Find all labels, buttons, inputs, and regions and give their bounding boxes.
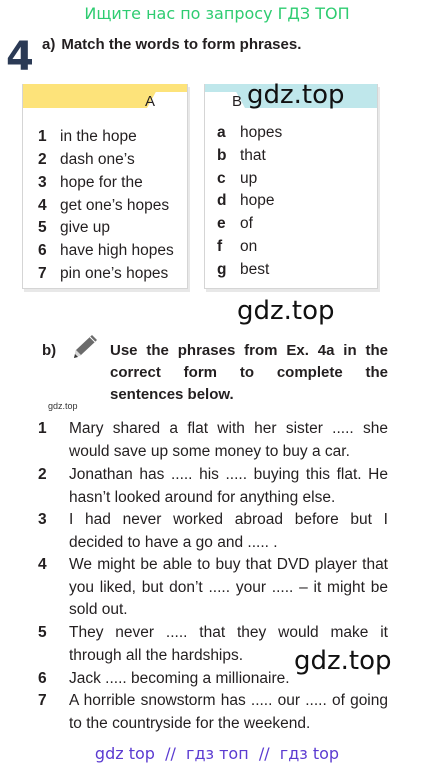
column-b-header: B bbox=[232, 93, 243, 110]
sentence-item: 3 I had never worked abroad before but I decided to have a go and ..... . bbox=[38, 511, 388, 551]
footer-links: gdz top // гдз топ // гдз top bbox=[94, 744, 340, 763]
sentence-item: 1 Mary shared a flat with her sister ..... she would save up some money to buy a car. bbox=[38, 420, 388, 460]
watermark: gdz.top bbox=[237, 296, 335, 326]
column-a-item: 2 dash one’s bbox=[38, 151, 135, 168]
column-a-item: 1 in the hope bbox=[38, 128, 137, 145]
watermark: gdz.top bbox=[294, 646, 392, 676]
column-b-item: d hope bbox=[217, 192, 275, 209]
exercise-number: 4 bbox=[6, 34, 33, 80]
column-b-item: c up bbox=[217, 170, 258, 187]
sentence-item: 4 We might be able to buy that DVD player that you liked, but don’t ..... your ..... – it might be sold out. bbox=[38, 556, 388, 618]
column-a-header: A bbox=[145, 93, 156, 110]
search-banner: Ищите нас по запросу ГДЗ ТОП bbox=[84, 4, 350, 23]
column-b-item: f on bbox=[217, 238, 258, 255]
column-b-item: g best bbox=[217, 261, 270, 278]
column-a-item: 6 have high hopes bbox=[38, 242, 174, 259]
column-a-item: 3 hope for the bbox=[38, 174, 143, 191]
part-a-instruction bbox=[42, 36, 307, 53]
part-a-text: Match the words to form phrases. bbox=[61, 36, 302, 53]
sentence-item: 5 They never ..... that they would make it through all the hardships. bbox=[38, 624, 388, 664]
column-b-item: b that bbox=[217, 147, 266, 164]
part-b-label: b) bbox=[42, 342, 57, 359]
column-a-item: 4 get one’s hopes bbox=[38, 197, 170, 214]
sentence-item: 2 Jonathan has ..... his ..... buying this flat. He hasn’t looked around for anything else. bbox=[38, 466, 388, 506]
watermark: gdz.top bbox=[247, 80, 345, 110]
sentence-item: 7 A horrible snowstorm has ..... our ..... of going to the countryside for the weekend. bbox=[38, 692, 388, 732]
column-a-item: 5 give up bbox=[38, 219, 110, 236]
part-a-label: a) bbox=[42, 36, 56, 53]
column-b-item: a hopes bbox=[217, 124, 283, 141]
column-b-item: e of bbox=[217, 215, 253, 232]
sentence-item: 6 Jack ..... becoming a millionaire. bbox=[38, 670, 290, 687]
part-b-text: Use the phrases from Ex. 4a in the correct form to complete the sentences below. bbox=[110, 342, 388, 403]
pencil-icon bbox=[66, 332, 100, 362]
column-a-item: 7 pin one’s hopes bbox=[38, 265, 169, 282]
watermark-small: gdz.top bbox=[48, 401, 78, 411]
